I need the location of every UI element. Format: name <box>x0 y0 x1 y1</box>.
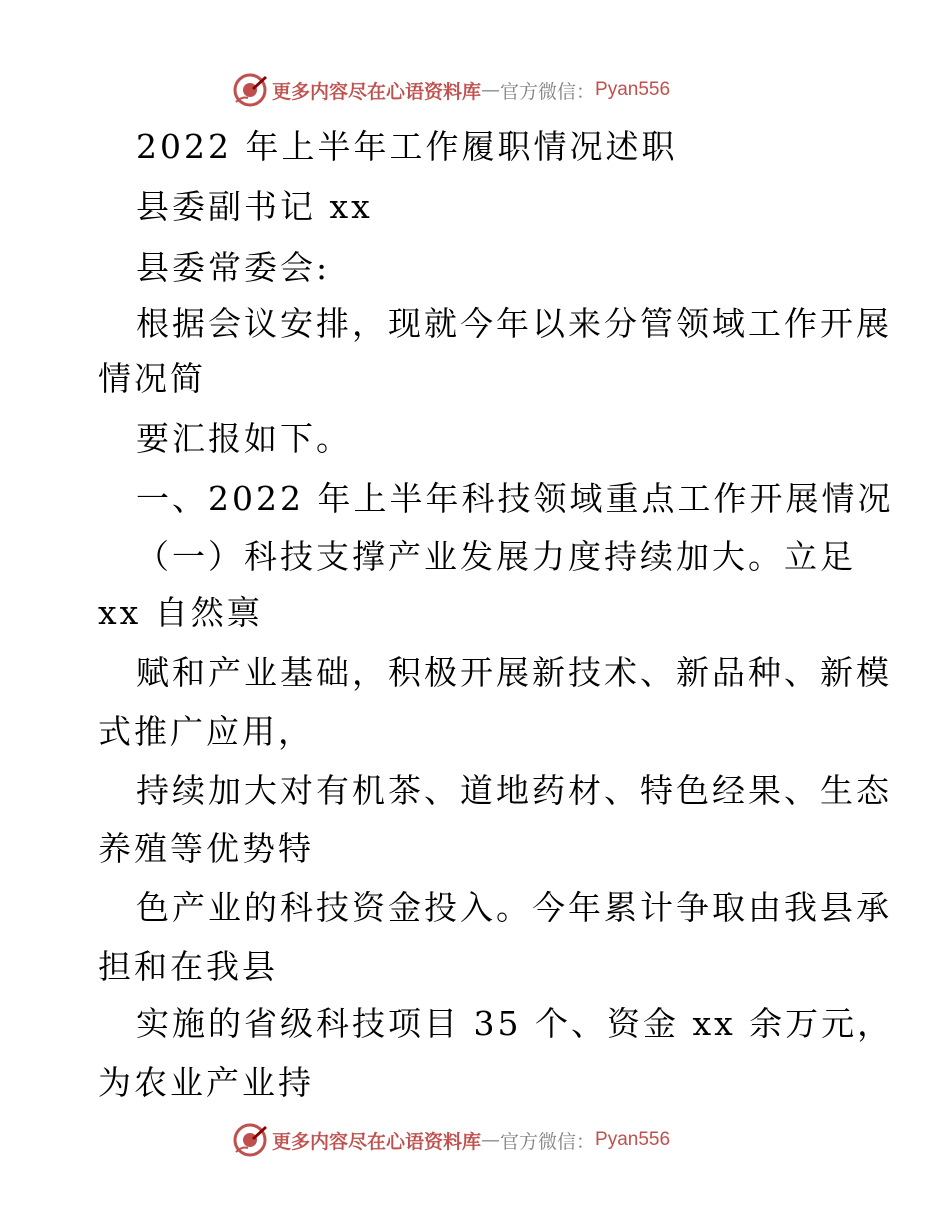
document-title: 2022 年上半年工作履职情况述职 <box>136 127 678 166</box>
document-author: 县委副书记 xx <box>136 187 373 226</box>
watermark-contact-id: Pyan556 <box>595 1129 671 1150</box>
paragraph-line: 式推广应用， <box>98 712 314 751</box>
watermark-site-text: 更多内容尽在心语资料库 <box>272 80 482 103</box>
watermark-contact-id: Pyan556 <box>595 79 671 100</box>
watermark-site-text: 更多内容尽在心语资料库 <box>272 1130 482 1153</box>
watermark-contact-label: 官方微信： <box>500 80 596 103</box>
paragraph-line: 赋和产业基础，积极开展新技术、新品种、新模 <box>136 653 892 692</box>
watermark-dash: — <box>481 79 501 101</box>
paragraph-line: 根据会议安排，现就今年以来分管领域工作开展 <box>136 304 892 343</box>
paragraph-line: xx 自然禀 <box>98 593 263 632</box>
paragraph-line: （一）科技支撑产业发展力度持续加大。立足 <box>136 537 856 576</box>
paragraph-line: 色产业的科技资金投入。今年累计争取由我县承 <box>136 888 892 927</box>
footer-watermark <box>232 1120 670 1160</box>
paragraph-line: 为农业产业持 <box>98 1063 314 1102</box>
paragraph-line: 养殖等优势特 <box>98 829 314 868</box>
pen-logo-icon <box>232 72 268 108</box>
paragraph-line: 实施的省级科技项目 35 个、资金 xx 余万元， <box>136 1004 894 1043</box>
paragraph-line: 要汇报如下。 <box>136 419 352 458</box>
paragraph-line: 担和在我县 <box>98 947 278 986</box>
pen-logo-icon <box>232 1122 268 1158</box>
document-salutation: 县委常委会: <box>136 248 331 287</box>
watermark-contact-label: 官方微信： <box>500 1130 596 1153</box>
paragraph-line: 情况简 <box>98 359 206 398</box>
paragraph-line: 持续加大对有机茶、道地药材、特色经果、生态 <box>136 771 892 810</box>
section-heading: 一、2022 年上半年科技领域重点工作开展情况 <box>136 479 894 518</box>
watermark-dash: — <box>481 1129 501 1151</box>
header-watermark <box>232 70 670 110</box>
